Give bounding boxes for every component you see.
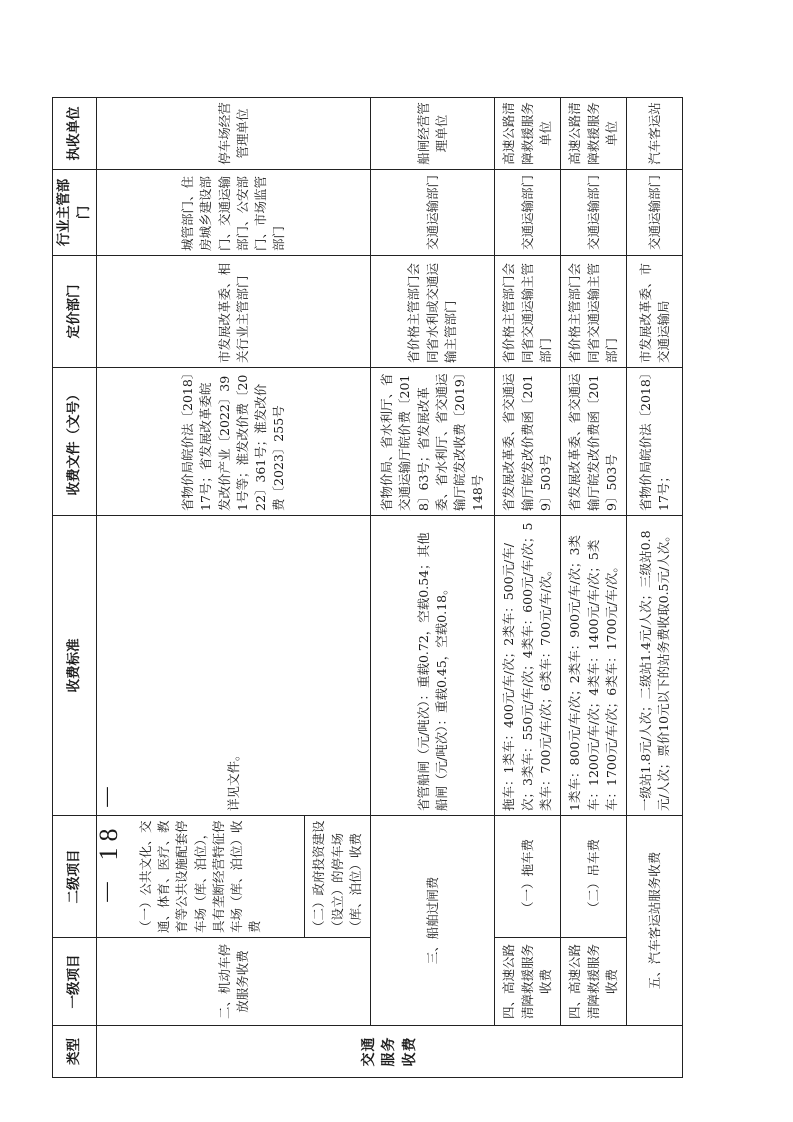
table-row-bus-station [627, 98, 683, 1078]
rotated-table-container [52, 98, 672, 1078]
pricing-dept-towing: 省价格主管部门会同省交通运输主管部门 [495, 256, 561, 368]
header-document: 收费文件（文号） [53, 368, 97, 516]
level1-crane: 四、高速公路清障救援服务收费 [561, 938, 627, 1026]
pricing-dept-crane: 省价格主管部门会同省交通运输主管部门 [561, 256, 627, 368]
header-pricing-dept: 定价部门 [53, 256, 97, 368]
page-number: － 18 － [94, 777, 123, 905]
table-row-parking-a [97, 98, 305, 1078]
level2-parking-a: （一）公共文化、交通、体育、医疗、教育等公共设施配套停车场（库、泊位），具有垄断经营特征停车场（库、泊位）收费 [97, 816, 305, 938]
pricing-dept-bus-station: 市发展改革委、市交通运输局 [627, 256, 683, 368]
header-level2: 二级项目 [53, 816, 97, 938]
category-cell: 交通服务收费 [97, 1026, 683, 1078]
level2-crane: （二）吊车费 [561, 816, 627, 938]
collector-ship-lock: 船闸经营管理单位 [371, 98, 495, 170]
level1-bus-station: 五、汽车客运站服务收费 [627, 816, 683, 1026]
level1-towing: 四、高速公路清障救援服务收费 [495, 938, 561, 1026]
header-industry-dept: 行业主管部门 [53, 170, 97, 256]
standard-crane: 1类车：800元/车/次；2类车：900元/车/次；3类车：1200元/车/次；4类车：1400元/车/次；5类车：1700元/车/次；6类车：1700元/车/次。 [561, 516, 627, 816]
collector-bus-station: 汽车客运站 [627, 98, 683, 170]
level1-parking: 二、机动车停放服务收费 [97, 938, 371, 1026]
collector-towing: 高速公路清障救援服务单位 [495, 98, 561, 170]
collector-crane: 高速公路清障救援服务单位 [561, 98, 627, 170]
standard-bus-station: 一级站1.8元/人次；二级站1.4元/人次；三级站0.8元/人次；票价10元以下的站务费收取0.5元/人次。 [627, 516, 683, 816]
document-towing: 省发展改革委、省交通运输厅皖发改价费函〔2019〕503号 [495, 368, 561, 516]
standard-ship-lock: 省管船闸（元/吨次）：重载0.72，空载0.54；其他船闸（元/吨次）：重载0.45，空载0.18。 [371, 516, 495, 816]
table-row-crane [561, 98, 627, 1078]
level1-ship-lock: 三、船舶过闸费 [371, 816, 495, 1026]
document-crane: 省发展改革委、省交通运输厅皖发改价费函〔2019〕503号 [561, 368, 627, 516]
header-category: 类型 [53, 1026, 97, 1078]
standard-towing: 拖车：1类车：400元/车/次；2类车：500元/车/次；3类车：550元/车/次；4类车：600元/车/次；5类车：700元/车/次；6类车：700元/车/次。 [495, 516, 561, 816]
industry-dept-towing: 交通运输部门 [495, 170, 561, 256]
table-row-towing [495, 98, 561, 1078]
standard-parking: 详见文件。 [97, 516, 371, 816]
document-bus-station: 省物价局皖价法〔2018〕17号； [627, 368, 683, 516]
table-row-ship-lock [371, 98, 495, 1078]
industry-dept-crane: 交通运输部门 [561, 170, 627, 256]
header-standard: 收费标准 [53, 516, 97, 816]
pricing-dept-parking: 市发展改革委、相关行业主管部门 [97, 256, 371, 368]
level2-parking-b: （二）政府投资建设（设立）的停车场（库、泊位）收费 [305, 816, 371, 938]
pricing-dept-ship-lock: 省价格主管部门会同省水利或交通运输主管部门 [371, 256, 495, 368]
industry-dept-parking: 城管部门、住房城乡建设部门、交通运输部门、公安部门、市场监管部门 [97, 170, 371, 256]
header-level1: 一级项目 [53, 938, 97, 1026]
document-parking: 省物价局皖价法〔2018〕17号；省发展改革委皖发改价产业〔2022〕391号等；淮发改价费〔2022〕361号；淮发改价费〔2023〕255号 [97, 368, 371, 516]
level2-towing: （一）拖车费 [495, 816, 561, 938]
document-ship-lock: 省物价局、省水利厅、省交通运输厅皖价费〔2018〕63号；省发展改革委、省水利厅、省交通运输厅皖发改收费〔2019〕148号 [371, 368, 495, 516]
industry-dept-ship-lock: 交通运输部门 [371, 170, 495, 256]
fee-table [52, 97, 683, 1078]
header-collector: 执收单位 [53, 98, 97, 170]
collector-parking: 停车场经营管理单位 [97, 98, 371, 170]
header-row [53, 98, 97, 1078]
industry-dept-bus-station: 交通运输部门 [627, 170, 683, 256]
